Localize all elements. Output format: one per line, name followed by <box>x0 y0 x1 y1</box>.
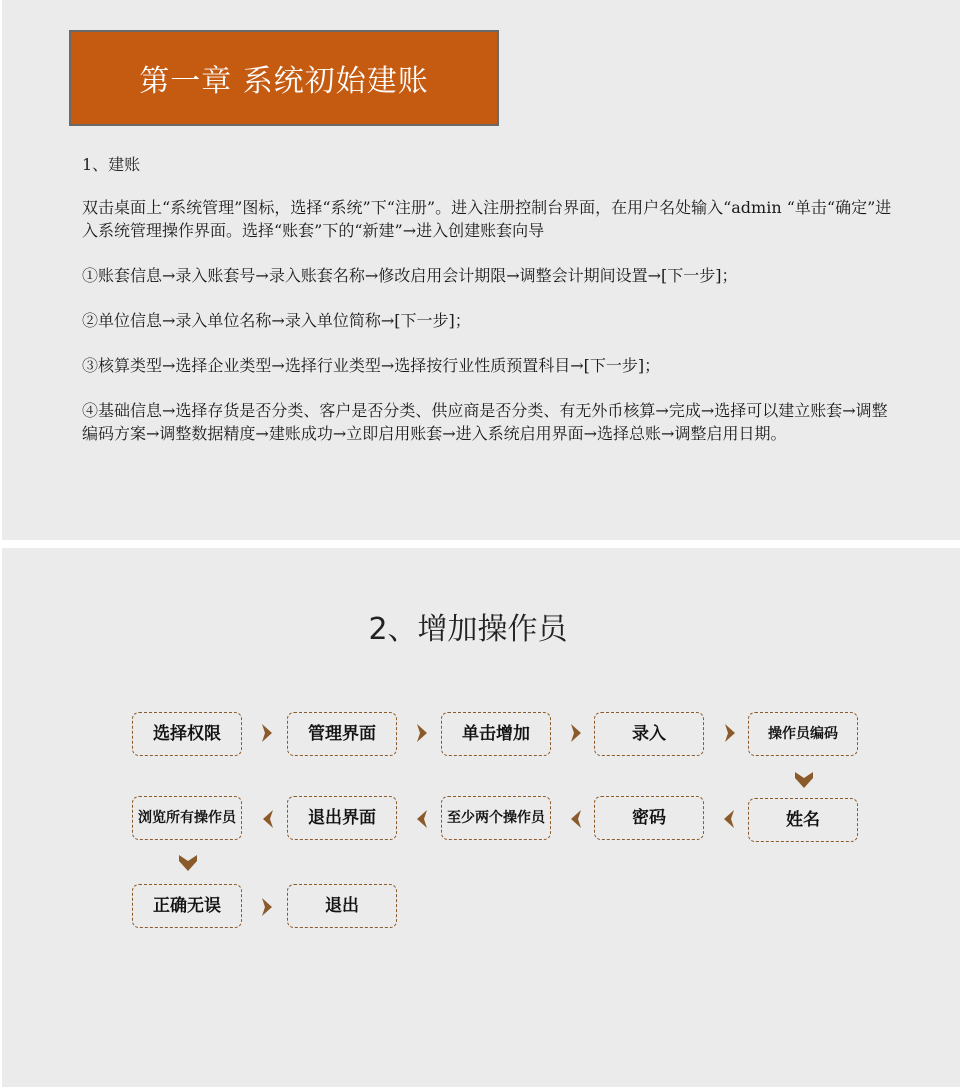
paragraph-step-4: ④基础信息→选择存货是否分类、客户是否分类、供应商是否分类、有无外币核算→完成→选择可以建立账套→调整编码方案→调整数据精度→建账成功→立即启用账套→进入系统启用界面→选择总账→调整启用日期。 <box>82 401 888 443</box>
arrow-right-icon <box>569 722 583 744</box>
section-heading: 1、建账 <box>82 155 141 174</box>
flow-step-exit: 退出 <box>287 884 397 928</box>
arrow-left-icon <box>415 808 429 830</box>
paragraph-step-1: ①账套信息→录入账套号→录入账套名称→修改启用会计期限→调整会计期间设置→[下一步]； <box>82 266 738 285</box>
chapter-title: 第一章 系统初始建账 <box>139 64 429 99</box>
slide-1 <box>2 0 960 540</box>
flow-step-password: 密码 <box>594 796 704 840</box>
paragraph-intro: 双击桌面上“系统管理”图标，选择“系统”下“注册”。进入注册控制台界面，在用户名处输入“admin “单击“确定”进入系统管理操作界面。选择“账套”下的“新建”→进入创建账套向导 <box>82 198 892 240</box>
flow-step-input: 录入 <box>594 712 704 756</box>
flow-step-exit-screen: 退出界面 <box>287 796 397 840</box>
arrow-down-icon <box>793 770 815 790</box>
flow-step-at-least-two-operators: 至少两个操作员 <box>441 796 551 840</box>
slide-title-text: 2、增加操作员 <box>368 612 568 647</box>
arrow-right-icon <box>260 896 274 918</box>
arrow-left-icon <box>261 808 275 830</box>
arrow-down-icon <box>177 853 199 873</box>
flow-step-select-permission: 选择权限 <box>132 712 242 756</box>
arrow-left-icon <box>722 808 736 830</box>
slide-title <box>2 604 960 648</box>
paragraph-step-2: ②单位信息→录入单位名称→录入单位简称→[下一步]； <box>82 311 471 330</box>
chapter-banner <box>69 30 499 126</box>
flow-step-operator-code: 操作员编码 <box>748 712 858 756</box>
arrow-right-icon <box>723 722 737 744</box>
arrow-right-icon <box>260 722 274 744</box>
flow-step-click-add: 单击增加 <box>441 712 551 756</box>
flow-step-name: 姓名 <box>748 798 858 842</box>
flow-step-management-screen: 管理界面 <box>287 712 397 756</box>
paragraph-step-3: ③核算类型→选择企业类型→选择行业类型→选择按行业性质预置科目→[下一步]； <box>82 356 661 375</box>
flow-step-verified-correct: 正确无误 <box>132 884 242 928</box>
slide-2 <box>2 548 960 1087</box>
arrow-right-icon <box>415 722 429 744</box>
arrow-left-icon <box>569 808 583 830</box>
flow-step-browse-operators: 浏览所有操作员 <box>132 796 242 840</box>
